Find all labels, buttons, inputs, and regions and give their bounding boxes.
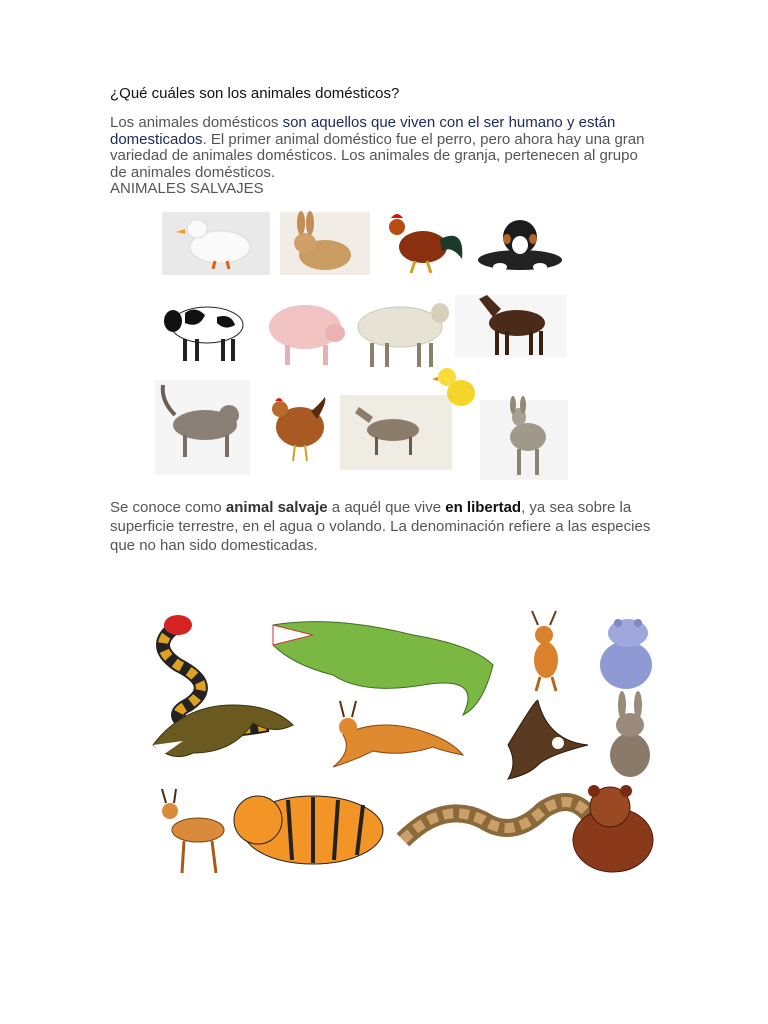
- paragraph-text: , ya sea sobre la superficie terrestre, en el agua o volando. La denominación refiere a las especies que no han sido domesticadas.: [110, 499, 651, 554]
- rabbit-photo: [280, 211, 370, 275]
- sheep-photo: [358, 303, 449, 367]
- cow-photo: [164, 307, 243, 361]
- paragraph-text: . El primer animal doméstico fue el perro, pero ahora hay una gran variedad de animales domésticos. Los animales de granja, pertenecen al grupo de animales domésticos.: [110, 130, 645, 181]
- cat-photo: [155, 380, 250, 475]
- domestic-paragraph: [110, 115, 655, 181]
- paragraph-text: Los animales domésticos: [110, 114, 283, 131]
- paragraph-text: a aquél que vive: [327, 499, 446, 516]
- paragraph-text: Se conoce como: [110, 499, 226, 516]
- rooster-photo: [389, 214, 462, 273]
- wild-animals-image: [148, 605, 658, 880]
- bold-text: animal salvaje: [225, 499, 328, 516]
- hen-photo: [272, 397, 325, 461]
- wild-paragraph: [110, 498, 658, 555]
- donkey-photo: [480, 396, 568, 480]
- domestic-animals-image: [155, 205, 575, 485]
- dog-photo: [478, 220, 562, 271]
- bold-text: en libertad: [445, 499, 522, 516]
- goat-photo: [340, 395, 452, 470]
- question-heading: ¿Qué cuáles son los animales domésticos?: [110, 85, 400, 102]
- horse-photo: [455, 295, 567, 357]
- highlight-text: son aquellos que viven con el ser humano y están domesticados: [110, 114, 616, 148]
- duck-photo: [162, 212, 270, 275]
- pig-photo: [269, 305, 345, 365]
- section-heading: ANIMALES SALVAJES: [110, 180, 264, 197]
